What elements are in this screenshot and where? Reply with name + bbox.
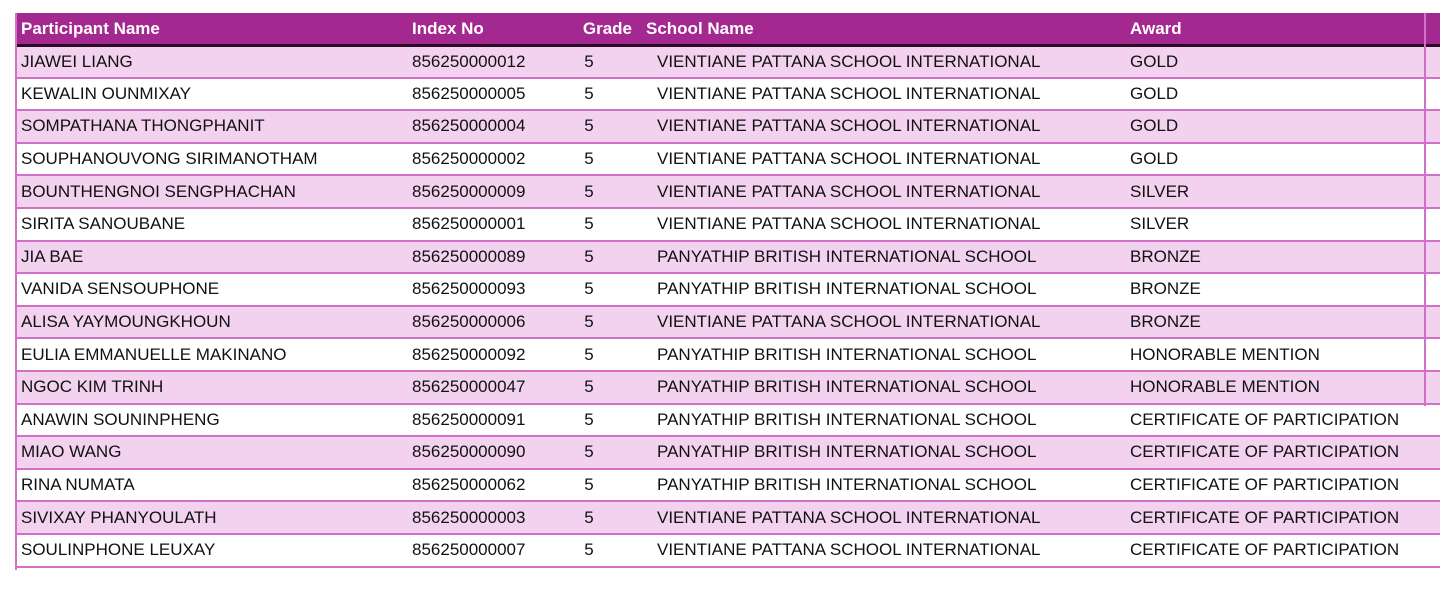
- cell-participant-name: SOULINPHONE LEUXAY: [15, 534, 412, 567]
- cell-school-name: PANYATHIP BRITISH INTERNATIONAL SCHOOL: [636, 469, 1116, 502]
- cell-participant-name: KEWALIN OUNMIXAY: [15, 78, 412, 111]
- cell-participant-name: SIRITA SANOUBANE: [15, 208, 412, 241]
- table-row: [15, 208, 1440, 241]
- cell-school-name: VIENTIANE PATTANA SCHOOL INTERNATIONAL: [636, 306, 1116, 339]
- cell-school-name: PANYATHIP BRITISH INTERNATIONAL SCHOOL: [636, 436, 1116, 469]
- cell-participant-name: SIVIXAY PHANYOULATH: [15, 501, 412, 534]
- table-body: [15, 45, 1440, 567]
- cell-index-no: 856250000089: [412, 241, 542, 274]
- header-grade: Grade: [542, 13, 636, 45]
- cell-grade: 5: [542, 404, 636, 437]
- cell-grade: 5: [542, 273, 636, 306]
- cell-school-name: PANYATHIP BRITISH INTERNATIONAL SCHOOL: [636, 338, 1116, 371]
- cell-index-no: 856250000002: [412, 143, 542, 176]
- cell-award: BRONZE: [1116, 273, 1440, 306]
- cell-school-name: PANYATHIP BRITISH INTERNATIONAL SCHOOL: [636, 404, 1116, 437]
- cell-participant-name: SOMPATHANA THONGPHANIT: [15, 110, 412, 143]
- cell-grade: 5: [542, 338, 636, 371]
- cell-award: CERTIFICATE OF PARTICIPATION: [1116, 501, 1440, 534]
- cell-participant-name: SOUPHANOUVONG SIRIMANOTHAM: [15, 143, 412, 176]
- cell-award: GOLD: [1116, 78, 1440, 111]
- cell-award: CERTIFICATE OF PARTICIPATION: [1116, 469, 1440, 502]
- cell-grade: 5: [542, 469, 636, 502]
- cell-participant-name: NGOC KIM TRINH: [15, 371, 412, 404]
- results-table: [15, 13, 1440, 568]
- header-participant-name: Participant Name: [15, 13, 412, 45]
- table-row: [15, 175, 1440, 208]
- cell-participant-name: ANAWIN SOUNINPHENG: [15, 404, 412, 437]
- cell-grade: 5: [542, 45, 636, 78]
- cell-index-no: 856250000062: [412, 469, 542, 502]
- cell-participant-name: RINA NUMATA: [15, 469, 412, 502]
- table-row: [15, 45, 1440, 78]
- cell-grade: 5: [542, 241, 636, 274]
- cell-school-name: VIENTIANE PATTANA SCHOOL INTERNATIONAL: [636, 208, 1116, 241]
- table-row: [15, 501, 1440, 534]
- cell-grade: 5: [542, 501, 636, 534]
- table-row: [15, 338, 1440, 371]
- header-award: Award: [1116, 13, 1440, 45]
- table-right-border: [1424, 13, 1426, 406]
- cell-award: SILVER: [1116, 208, 1440, 241]
- cell-index-no: 856250000091: [412, 404, 542, 437]
- cell-index-no: 856250000006: [412, 306, 542, 339]
- cell-award: SILVER: [1116, 175, 1440, 208]
- cell-school-name: VIENTIANE PATTANA SCHOOL INTERNATIONAL: [636, 78, 1116, 111]
- cell-participant-name: MIAO WANG: [15, 436, 412, 469]
- cell-award: HONORABLE MENTION: [1116, 371, 1440, 404]
- table-row: [15, 143, 1440, 176]
- cell-index-no: 856250000009: [412, 175, 542, 208]
- cell-grade: 5: [542, 175, 636, 208]
- table-row: [15, 241, 1440, 274]
- cell-grade: 5: [542, 143, 636, 176]
- cell-index-no: 856250000012: [412, 45, 542, 78]
- table-row: [15, 436, 1440, 469]
- cell-school-name: VIENTIANE PATTANA SCHOOL INTERNATIONAL: [636, 143, 1116, 176]
- cell-index-no: 856250000003: [412, 501, 542, 534]
- cell-school-name: VIENTIANE PATTANA SCHOOL INTERNATIONAL: [636, 45, 1116, 78]
- cell-grade: 5: [542, 306, 636, 339]
- cell-award: HONORABLE MENTION: [1116, 338, 1440, 371]
- header-row: [15, 13, 1440, 45]
- cell-award: GOLD: [1116, 143, 1440, 176]
- table-row: [15, 273, 1440, 306]
- cell-award: GOLD: [1116, 45, 1440, 78]
- cell-participant-name: BOUNTHENGNOI SENGPHACHAN: [15, 175, 412, 208]
- cell-index-no: 856250000004: [412, 110, 542, 143]
- cell-school-name: VIENTIANE PATTANA SCHOOL INTERNATIONAL: [636, 110, 1116, 143]
- table-row: [15, 469, 1440, 502]
- cell-participant-name: ALISA YAYMOUNGKHOUN: [15, 306, 412, 339]
- cell-grade: 5: [542, 110, 636, 143]
- table-row: [15, 371, 1440, 404]
- cell-grade: 5: [542, 436, 636, 469]
- cell-grade: 5: [542, 208, 636, 241]
- cell-award: CERTIFICATE OF PARTICIPATION: [1116, 534, 1440, 567]
- cell-index-no: 856250000001: [412, 208, 542, 241]
- cell-index-no: 856250000047: [412, 371, 542, 404]
- cell-index-no: 856250000007: [412, 534, 542, 567]
- table-row: [15, 534, 1440, 567]
- header-school-name: School Name: [636, 13, 1116, 45]
- header-index-no: Index No: [412, 13, 542, 45]
- cell-participant-name: VANIDA SENSOUPHONE: [15, 273, 412, 306]
- cell-school-name: VIENTIANE PATTANA SCHOOL INTERNATIONAL: [636, 175, 1116, 208]
- table-left-border: [15, 13, 17, 570]
- cell-award: BRONZE: [1116, 306, 1440, 339]
- cell-school-name: PANYATHIP BRITISH INTERNATIONAL SCHOOL: [636, 371, 1116, 404]
- cell-index-no: 856250000092: [412, 338, 542, 371]
- cell-grade: 5: [542, 371, 636, 404]
- cell-participant-name: JIAWEI LIANG: [15, 45, 412, 78]
- cell-award: BRONZE: [1116, 241, 1440, 274]
- table-row: [15, 110, 1440, 143]
- table-row: [15, 404, 1440, 437]
- cell-award: GOLD: [1116, 110, 1440, 143]
- cell-grade: 5: [542, 78, 636, 111]
- cell-index-no: 856250000093: [412, 273, 542, 306]
- cell-school-name: VIENTIANE PATTANA SCHOOL INTERNATIONAL: [636, 534, 1116, 567]
- cell-index-no: 856250000005: [412, 78, 542, 111]
- cell-school-name: PANYATHIP BRITISH INTERNATIONAL SCHOOL: [636, 241, 1116, 274]
- cell-award: CERTIFICATE OF PARTICIPATION: [1116, 436, 1440, 469]
- table-row: [15, 306, 1440, 339]
- cell-participant-name: JIA BAE: [15, 241, 412, 274]
- cell-school-name: PANYATHIP BRITISH INTERNATIONAL SCHOOL: [636, 273, 1116, 306]
- cell-award: CERTIFICATE OF PARTICIPATION: [1116, 404, 1440, 437]
- cell-participant-name: EULIA EMMANUELLE MAKINANO: [15, 338, 412, 371]
- table-row: [15, 78, 1440, 111]
- cell-index-no: 856250000090: [412, 436, 542, 469]
- cell-school-name: VIENTIANE PATTANA SCHOOL INTERNATIONAL: [636, 501, 1116, 534]
- cell-grade: 5: [542, 534, 636, 567]
